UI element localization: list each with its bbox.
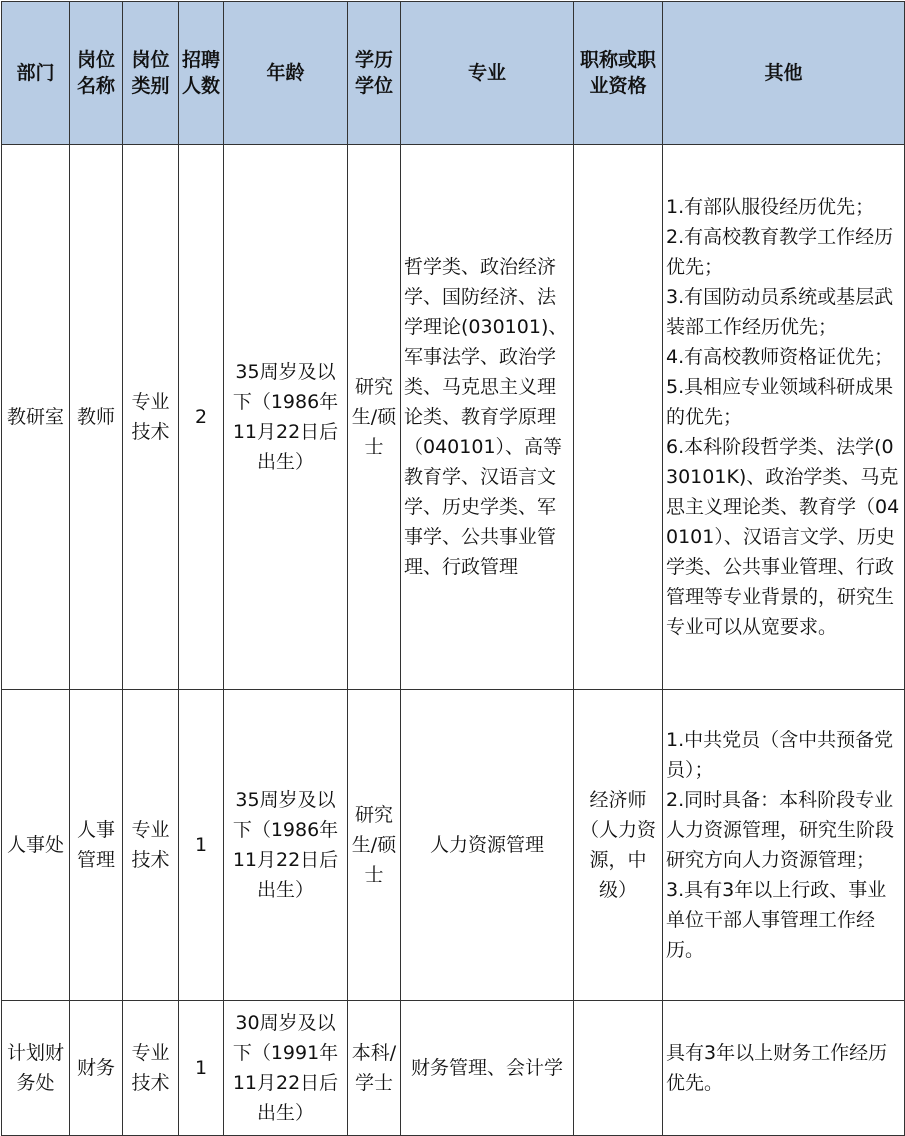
table-row <box>2 1001 905 1136</box>
other-item: 5.具相应专业领域科研成果的优先； <box>666 376 894 428</box>
other-item: 1.中共党员（含中共预备党员）； <box>666 729 894 781</box>
cell-age: 30周岁及以下（1991年11月22日后出生） <box>224 1001 348 1136</box>
cell-title-qual: 经济师（人力资源，中级） <box>574 690 663 1001</box>
header-other: 其他 <box>663 2 905 145</box>
header-row <box>2 2 905 145</box>
header-major: 专业 <box>401 2 574 145</box>
other-item: 2.同时具备：本科阶段专业人力资源管理，研究生阶段研究方向人力资源管理； <box>666 789 895 871</box>
header-dept: 部门 <box>2 2 70 145</box>
cell-title-qual <box>574 145 663 690</box>
other-item: 4.有高校教师资格证优先； <box>666 346 894 368</box>
other-item: 3.有国防动员系统或基层武装部工作经历优先； <box>666 286 894 338</box>
header-age: 年龄 <box>224 2 348 145</box>
header-post-type: 岗位类别 <box>123 2 179 145</box>
cell-major: 哲学类、政治经济学、国防经济、法学理论(030101)、军事法学、政治学类、马克思主义理论类、教育学原理（040101）、高等教育学、汉语言文学、历史学类、军事学、公共事业管理、行政管理 <box>401 145 574 690</box>
cell-post-name: 人事管理 <box>70 690 123 1001</box>
cell-other <box>663 1001 905 1136</box>
cell-count: 1 <box>179 690 224 1001</box>
header-post-name: 岗位名称 <box>70 2 123 145</box>
cell-age: 35周岁及以下（1986年11月22日后出生） <box>224 145 348 690</box>
cell-degree: 研究生/硕士 <box>348 145 401 690</box>
cell-other <box>663 145 905 690</box>
cell-count: 2 <box>179 145 224 690</box>
cell-title-qual <box>574 1001 663 1136</box>
cell-post-name: 财务 <box>70 1001 123 1136</box>
header-count: 招聘人数 <box>179 2 224 145</box>
header-degree: 学历学位 <box>348 2 401 145</box>
table-row <box>2 145 905 690</box>
cell-dept: 教研室 <box>2 145 70 690</box>
header-title-qual: 职称或职业资格 <box>574 2 663 145</box>
cell-post-name: 教师 <box>70 145 123 690</box>
recruitment-table <box>1 1 905 1136</box>
cell-degree: 本科/学士 <box>348 1001 401 1136</box>
other-item: 2.有高校教育教学工作经历优先； <box>666 226 894 278</box>
cell-count: 1 <box>179 1001 224 1136</box>
cell-post-type: 专业技术 <box>123 1001 179 1136</box>
other-item: 6.本科阶段哲学类、法学(030101K)、政治学类、马克思主义理论类、教育学（040101）、汉语言文学、历史学类、公共事业管理、行政管理等专业背景的，研究生专业可以从宽要求。 <box>666 436 900 638</box>
cell-post-type: 专业技术 <box>123 145 179 690</box>
cell-post-type: 专业技术 <box>123 690 179 1001</box>
cell-dept: 人事处 <box>2 690 70 1001</box>
cell-degree: 研究生/硕士 <box>348 690 401 1001</box>
cell-major: 财务管理、会计学 <box>401 1001 574 1136</box>
table-row <box>2 690 905 1001</box>
other-item: 具有3年以上财务工作经历优先。 <box>666 1042 888 1094</box>
cell-major: 人力资源管理 <box>401 690 574 1001</box>
other-item: 1.有部队服役经历优先； <box>666 196 875 218</box>
cell-other <box>663 690 905 1001</box>
cell-age: 35周岁及以下（1986年11月22日后出生） <box>224 690 348 1001</box>
other-item: 3.具有3年以上行政、事业单位干部人事管理工作经历。 <box>666 879 887 961</box>
cell-dept: 计划财务处 <box>2 1001 70 1136</box>
